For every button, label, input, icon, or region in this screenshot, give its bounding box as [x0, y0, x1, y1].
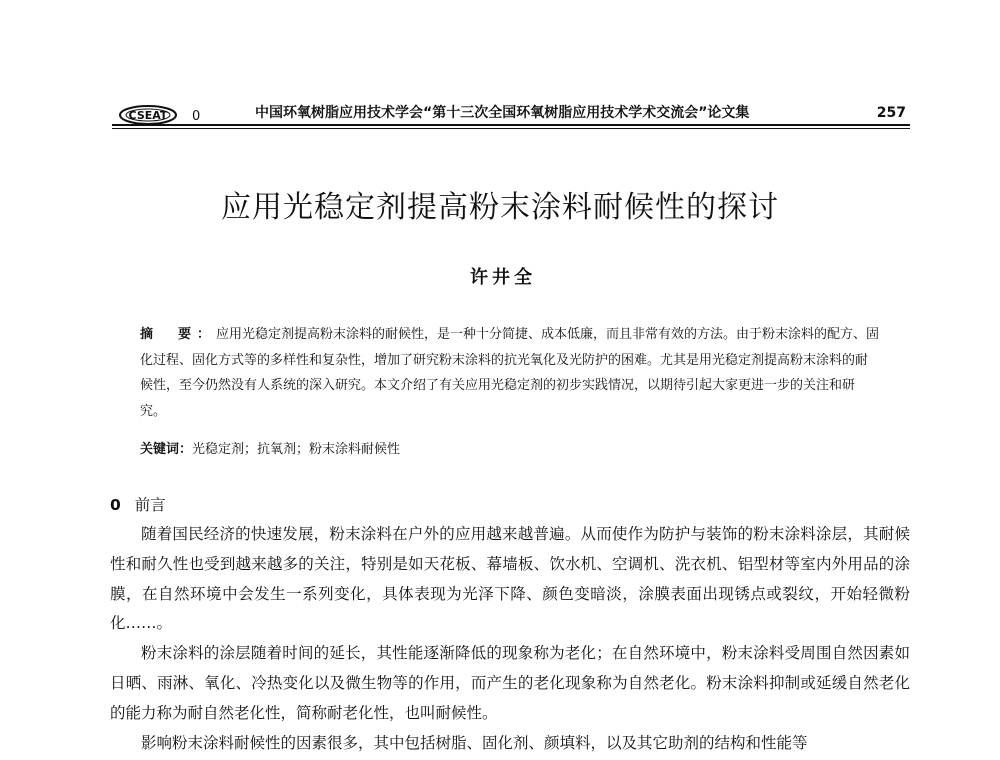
logo-text: CSEAT — [128, 109, 168, 122]
body-text — [110, 520, 910, 758]
keywords-label: 关键词： — [140, 442, 193, 457]
page-number: 257 — [876, 105, 906, 121]
abstract — [140, 322, 880, 424]
running-header-title: 中国环氧树脂应用技术学会“第十三次全国环氧树脂应用技术学术交流会”论文集 — [255, 105, 750, 121]
paragraph: 影响粉末涂料耐候性的因素很多，其中包括树脂、固化剂、颜填料，以及其它助剂的结构和性能等 — [141, 733, 808, 752]
abstract-text: 应用光稳定剂提高粉末涂料的耐候性，是一种十分简捷、成本低廉，而且非常有效的方法。由于粉末涂料的配方、固化过程、固化方式等的多样性和复杂性，增加了研究粉末涂料的抗光氧化及光防护的困难。尤其是用光稳定剂提高粉末涂料的耐候性，至今仍然没有人系统的深入研究。本文介绍了有关应用光稳定剂的初步实践情况，以期待引起大家更进一步的关注和研究。 — [140, 327, 880, 419]
section-heading — [110, 492, 166, 518]
paper-title: 应用光稳定剂提高粉末涂料耐候性的探讨 — [221, 190, 779, 225]
header-rule-thick — [112, 124, 910, 126]
section-title: 前言 — [134, 496, 166, 514]
paragraph: 粉末涂料的涂层随着时间的延长，其性能逐渐降低的现象称为老化；在自然环境中，粉末涂料受周围自然因素如日晒、雨淋、氧化、冷热变化以及微生物等的作用，而产生的老化现象称为自然老化。粉末涂料抑制或延缓自然老化的能力称为耐自然老化性，简称耐老化性，也叫耐候性。 — [110, 644, 910, 722]
header-rule-thin — [112, 128, 910, 129]
author-name: 许井全 — [470, 267, 536, 288]
keywords-text: 光稳定剂；抗氧剂；粉末涂料耐候性 — [192, 442, 401, 457]
section-number: 0 — [110, 496, 121, 514]
abstract-label: 摘 要： — [140, 327, 217, 342]
keywords — [140, 438, 880, 462]
paragraph: 随着国民经济的快速发展，粉末涂料在户外的应用越来越普遍。从而使作为防护与装饰的粉末涂料涂层，其耐候性和耐久性也受到越来越多的关注，特别是如天花板、幕墙板、饮水机、空调机、洗衣机、铝型材等室内外用品的涂膜，在自然环境中会发生一系列变化，具体表现为光泽下降、颜色变暗淡，涂膜表面出现锈点或裂纹，开始轻微粉化……。 — [110, 525, 910, 633]
svg-text:0: 0 — [192, 109, 201, 124]
